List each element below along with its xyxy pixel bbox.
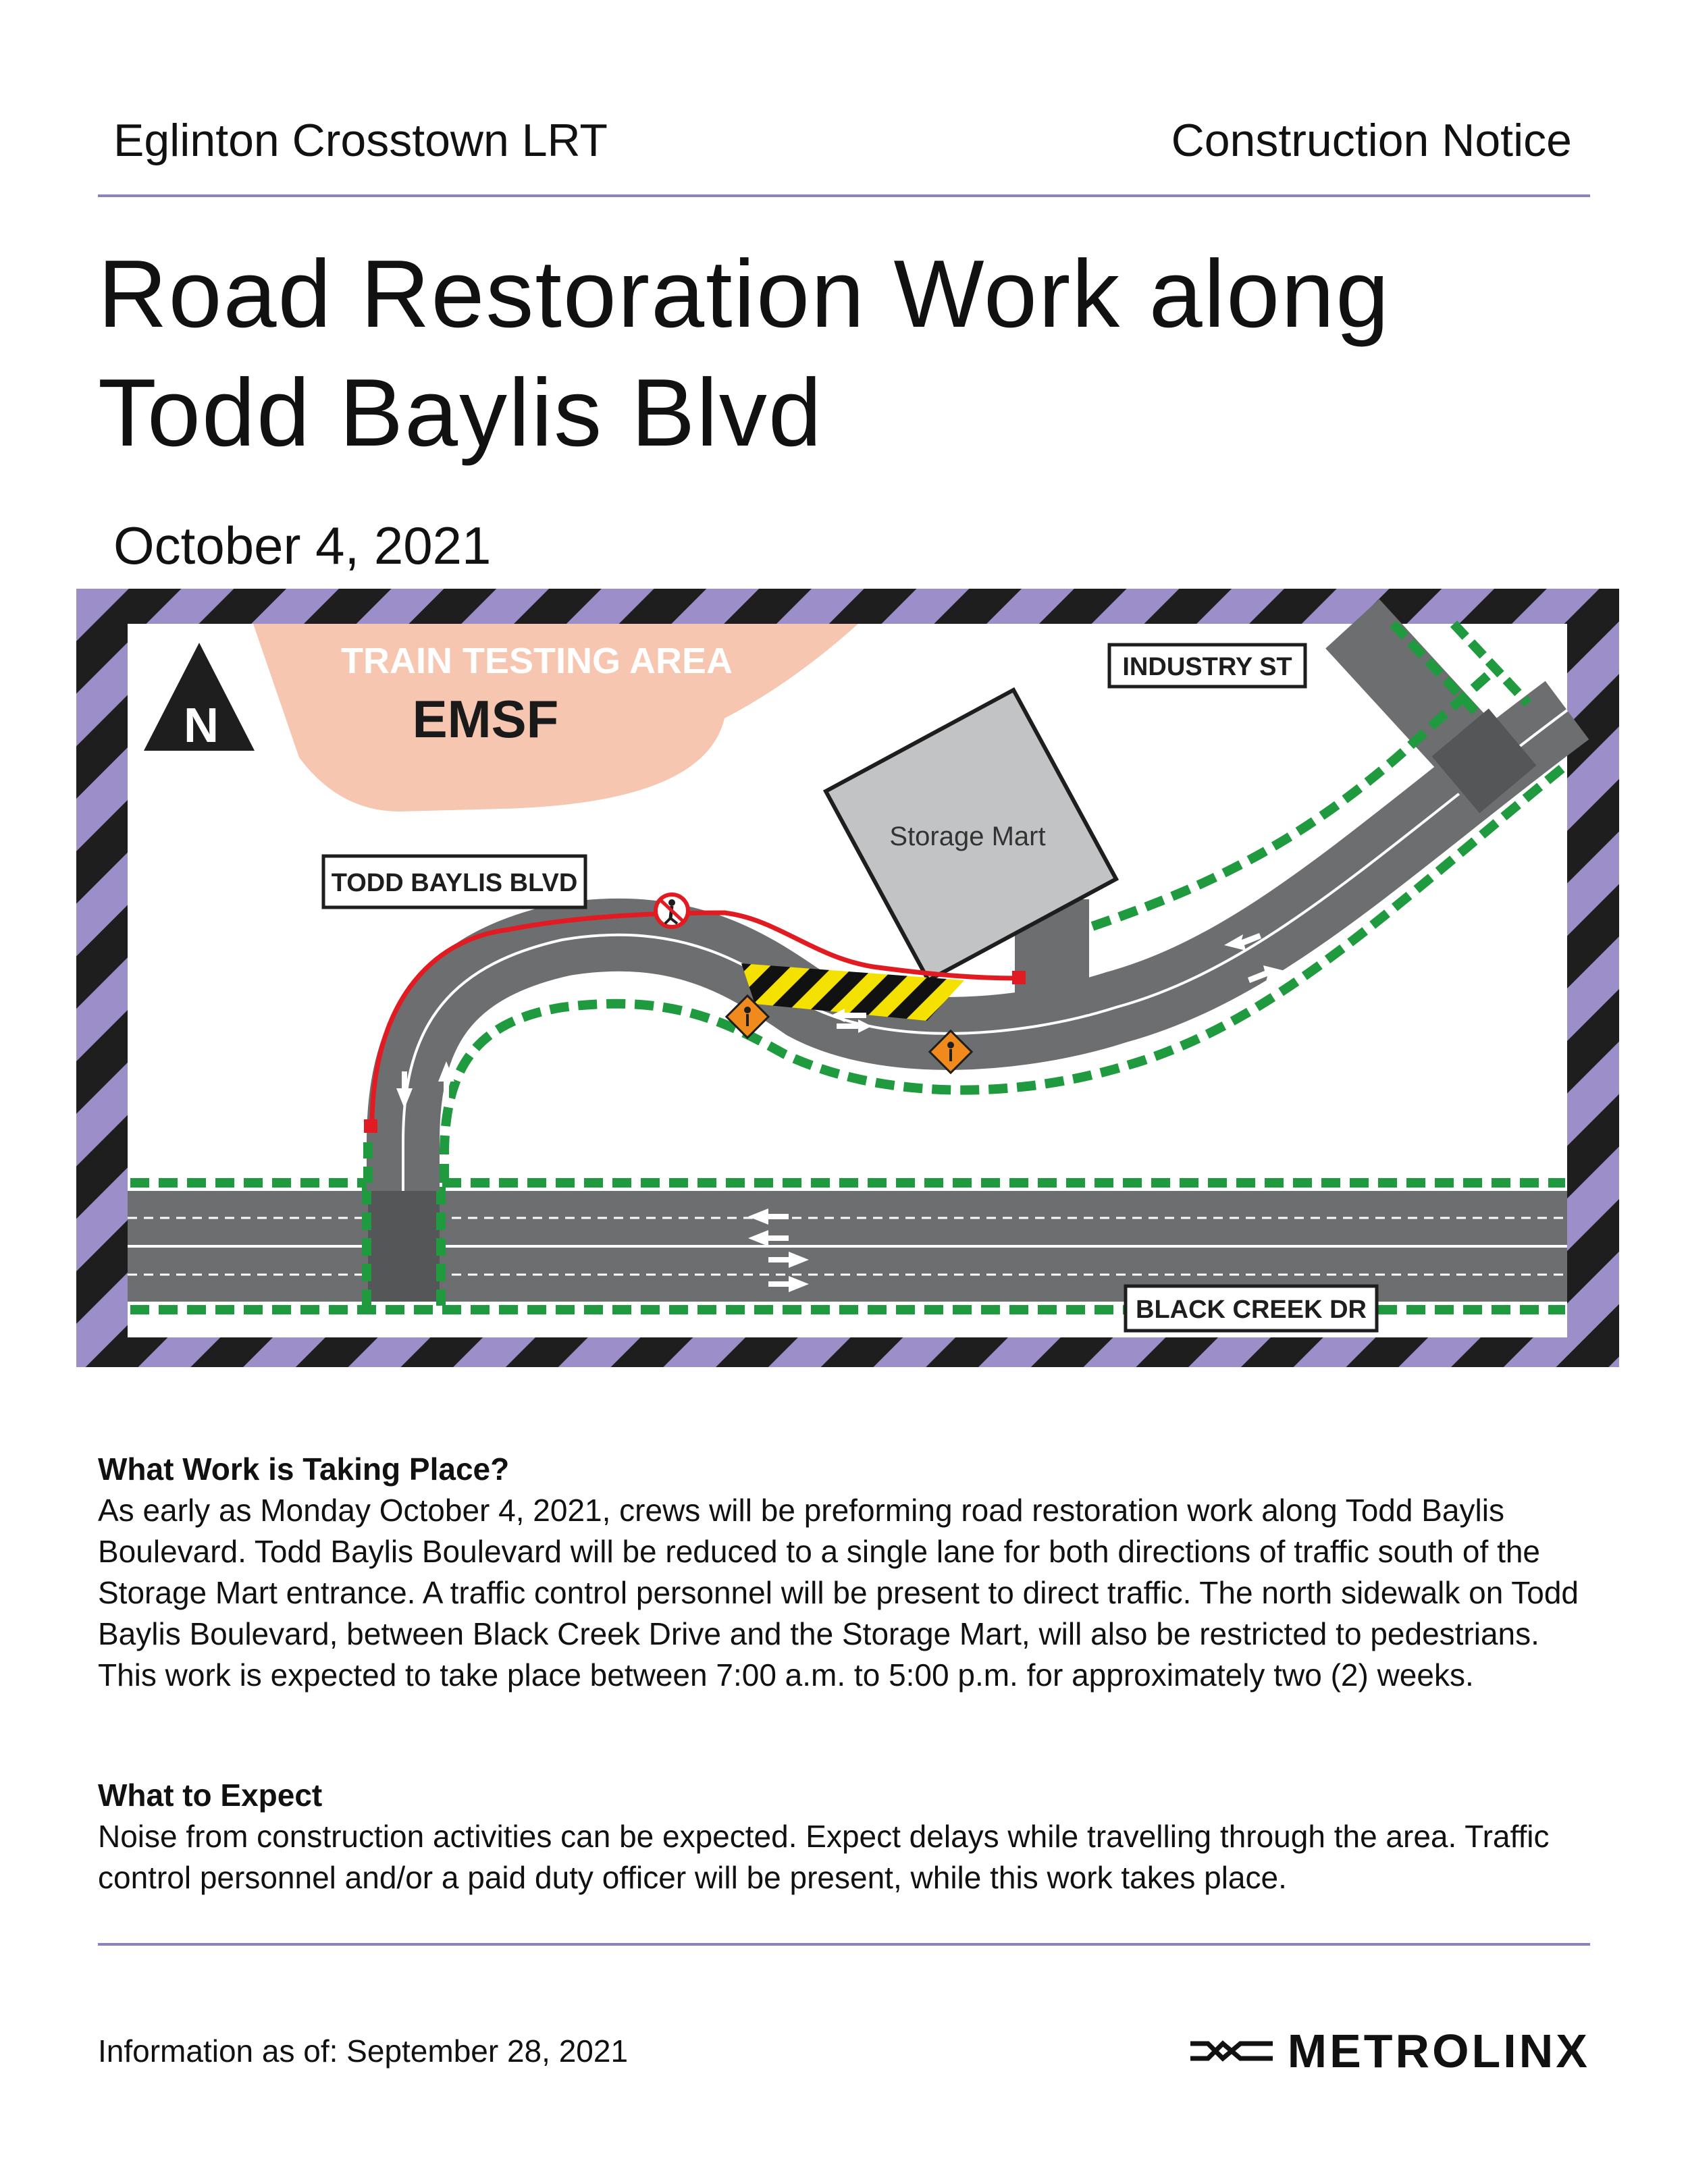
- north-label: N: [184, 699, 219, 753]
- svg-text:TODD BAYLIS BLVD: TODD BAYLIS BLVD: [331, 869, 578, 897]
- section-heading: What to Expect: [98, 1778, 323, 1813]
- notice-type: Construction Notice: [1171, 115, 1572, 166]
- closure-end-west: [364, 1119, 377, 1133]
- map-svg: [76, 589, 1619, 1367]
- svg-text:INDUSTRY ST: INDUSTRY ST: [1122, 653, 1292, 681]
- section-body: As early as Monday October 4, 2021, crews will be preforming road restoration work along Todd Baylis Boulevard. Todd Baylis Boulevard will be reduced to a single lane for both directions of traffic south of the Storage Mart entrance. A traffic control personnel will be present to direct traffic. The north sidewalk on Todd Baylis Boulevard, between Black Creek Drive and the Storage Mart, will also be restricted to pedestrians. This work is expected to take place between 7:00 a.m. to 5:00 p.m. for approximately two (2) weeks.: [98, 1493, 1579, 1693]
- construction-map: [76, 589, 1619, 1367]
- section-what-to-expect: [98, 1774, 1597, 1898]
- metrolinx-mark-icon: [1188, 2034, 1275, 2068]
- section-heading: What Work is Taking Place?: [98, 1451, 510, 1487]
- page-title: Road Restoration Work along Todd Baylis Blvd: [98, 240, 1391, 467]
- metrolinx-logo: [1188, 2024, 1590, 2078]
- industry-st-label: [1109, 645, 1305, 687]
- metrolinx-wordmark: METROLINX: [1287, 2025, 1590, 2077]
- section-body: Noise from construction activities can be expected. Expect delays while travelling through the area. Traffic control personnel and/or a paid duty officer will be present, while this work takes place.: [98, 1819, 1550, 1895]
- closure-end-east: [1012, 971, 1026, 984]
- todd-baylis-blvd-label: [323, 856, 585, 907]
- footer-divider: [98, 1943, 1590, 1946]
- black-creek-dr-label: [1126, 1286, 1377, 1331]
- svg-text:BLACK CREEK DR: BLACK CREEK DR: [1136, 1296, 1367, 1324]
- intersection-crosswalk: [368, 1191, 440, 1302]
- information-date: Information as of: September 28, 2021: [98, 2033, 629, 2069]
- storage-mart-label: Storage Mart: [889, 822, 1046, 851]
- header-divider: [98, 194, 1590, 197]
- no-pedestrian-icon: [656, 895, 688, 927]
- emsf-label: EMSF: [412, 689, 559, 749]
- section-work-taking-place: [98, 1448, 1597, 1696]
- project-name: Eglinton Crosstown LRT: [113, 115, 608, 166]
- train-testing-area-label: TRAIN TESTING AREA: [341, 641, 733, 681]
- notice-date: October 4, 2021: [113, 516, 492, 575]
